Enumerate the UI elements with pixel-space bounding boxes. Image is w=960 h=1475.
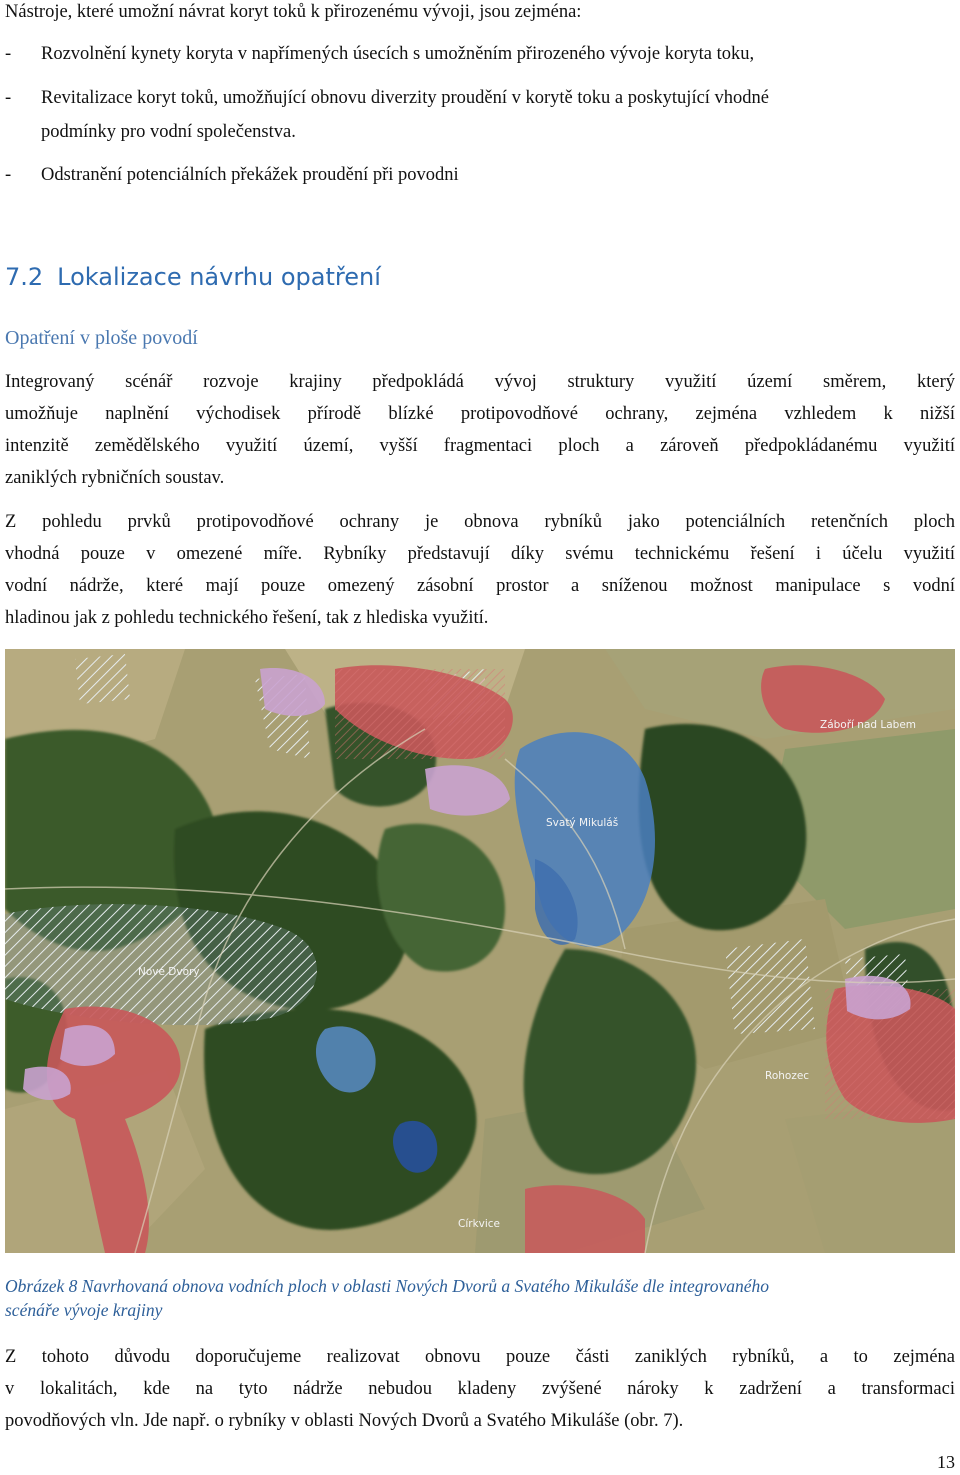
bullet-1 <box>5 42 754 66</box>
paragraph2-line: vodní nádrže, které mají pouze omezený zásobní prostor a sníženou možnost manipulace s vodní <box>5 576 955 596</box>
section-heading <box>5 262 381 292</box>
bullet-text: Revitalizace koryt toků, umožňující obnovu diverzity proudění v korytě toku a poskytující vhodné <box>41 88 770 108</box>
paragraph2-line: Z pohledu prvků protipovodňové ochrany je obnova rybníků jako potenciálních retenčních ploch <box>5 512 955 532</box>
label-zabori: Záboří nad Labem <box>820 719 917 731</box>
section-subtitle: Opatření v ploše povodí <box>5 327 198 349</box>
label-cirkvice: Církvice <box>458 1218 501 1230</box>
bullet-3 <box>5 163 459 187</box>
bullet-2 <box>5 86 769 110</box>
section-title: Lokalizace návrhu opatření <box>57 263 381 291</box>
landscape-map <box>5 649 955 1253</box>
paragraph3-line: Z tohoto důvodu doporučujeme realizovat obnovu pouze části zaniklých rybníků, a to zejména <box>5 1347 955 1367</box>
bullet-dash: - <box>5 44 12 64</box>
bullet-2-continuation: podmínky pro vodní společenstva. <box>41 122 296 142</box>
bullet-dash: - <box>5 88 12 108</box>
label-mikulas: Svatý Mikuláš <box>546 817 619 829</box>
section-number: 7.2 <box>5 263 44 291</box>
paragraph2-line: vhodná pouze v omezené míře. Rybníky představují díky svému technickému řešení i účelu využití <box>5 544 955 564</box>
paragraph3-line: v lokalitách, kde na tyto nádrže nebudou kladeny zvýšené nároky k zadržení a transformaci <box>5 1379 955 1399</box>
paragraph1-line: Integrovaný scénář rozvoje krajiny předpokládá vývoj struktury využití území směrem, který <box>5 372 955 392</box>
page-number: 13 <box>937 1452 955 1472</box>
bullet-dash: - <box>5 165 12 185</box>
label-nove-dvory: Nové Dvory <box>138 966 200 978</box>
label-rohozec: Rohozec <box>765 1070 810 1082</box>
paragraph1-line: umožňuje naplnění východisek přírodě blízké protipovodňové ochrany, zejména vzhledem k nižší <box>5 404 955 424</box>
intro-lead: Nástroje, které umožní návrat koryt toků k přirozenému vývoji, jsou zejména: <box>5 2 582 22</box>
bullet-text: Rozvolnění kynety koryta v napřímených úsecích s umožněním přirozeného vývoje koryta toku, <box>41 44 755 64</box>
figure-caption-line: Obrázek 8 Navrhovaná obnova vodních ploch v oblasti Nových Dvorů a Svatého Mikuláše dle integrovaného <box>5 1276 770 1296</box>
figure-caption-line: scénáře vývoje krajiny <box>5 1300 163 1320</box>
paragraph1-line: zaniklých rybničních soustav. <box>5 468 225 488</box>
paragraph1-line: intenzitě zemědělského využití území, vyšší fragmentaci ploch a zároveň předpokládanému využití <box>5 436 955 456</box>
bullet-text: Odstranění potenciálních překážek proudění při povodni <box>41 165 459 185</box>
paragraph3-line: povodňových vln. Jde např. o rybníky v oblasti Nových Dvorů a Svatého Mikuláše (obr. 7). <box>5 1411 684 1431</box>
paragraph2-line: hladinou jak z pohledu technického řešení, tak z hlediska využití. <box>5 608 489 628</box>
